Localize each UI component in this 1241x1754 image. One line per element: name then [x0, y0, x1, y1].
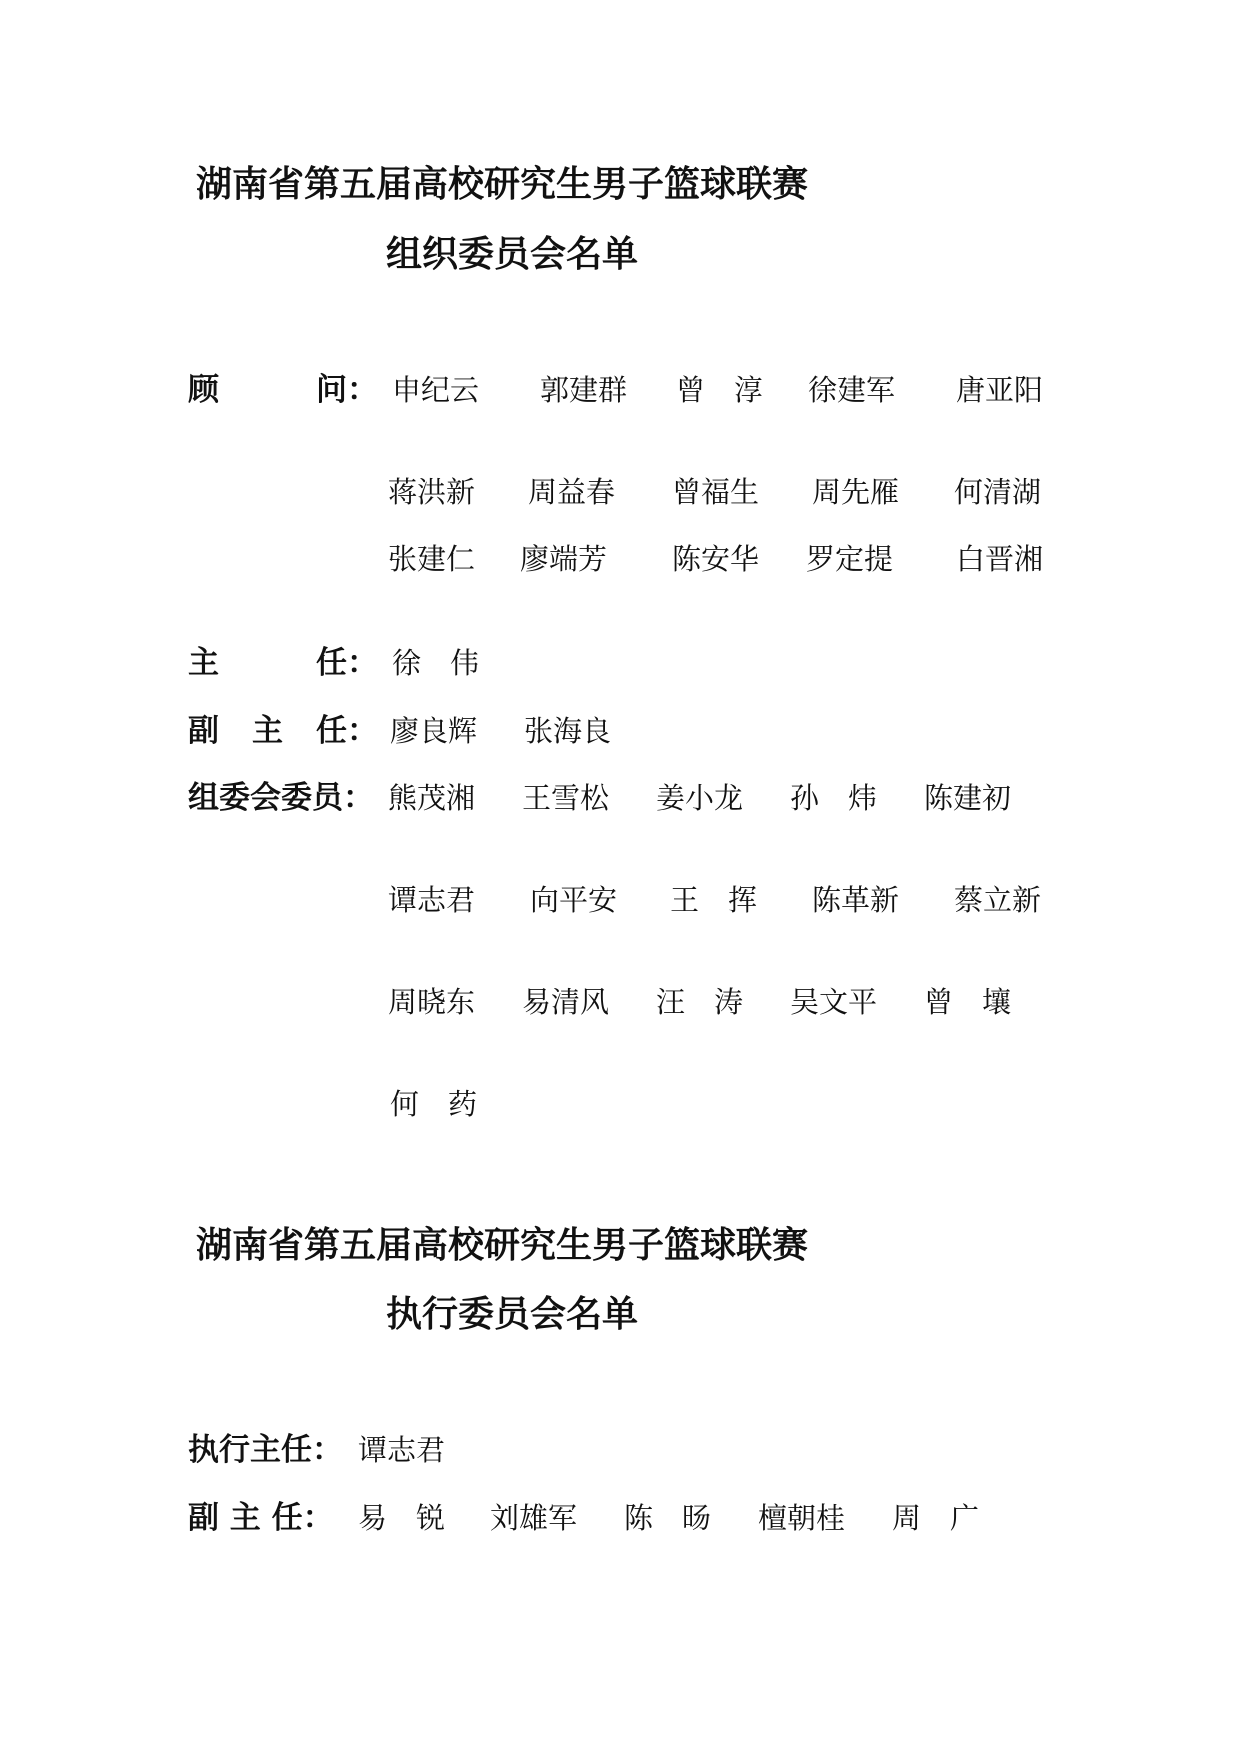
- executive-director-label: 执行主任：: [188, 1432, 343, 1468]
- org-title-line2: 组织委员会名单: [386, 234, 639, 275]
- advisors-label: [188, 372, 378, 408]
- executive-director-name: 谭志君: [358, 1433, 446, 1467]
- director-label-left: 主: [188, 645, 219, 681]
- advisor-name: 曾福生: [672, 475, 760, 509]
- advisor-name: 周益春: [528, 475, 616, 509]
- advisor-name: 陈安华: [672, 542, 760, 576]
- advisor-name: 蒋洪新: [388, 475, 476, 509]
- deputy-director-name: 廖良辉: [390, 714, 478, 748]
- director-label: [188, 645, 378, 681]
- member-name: 谭志君: [388, 883, 476, 917]
- member-name: 陈建初: [924, 781, 1012, 815]
- director-label-right: 任：: [316, 645, 378, 681]
- member-name: 孙 炜: [790, 781, 878, 815]
- exec-deputy-director-label: 副 主 任：: [188, 1500, 334, 1536]
- advisor-name: 唐亚阳: [956, 373, 1044, 407]
- deputy-director-label-c1: 副: [188, 713, 219, 749]
- exec-deputy-director-name: 周 广: [892, 1501, 980, 1535]
- member-name: 熊茂湘: [388, 781, 476, 815]
- exec-title-line1: 湖南省第五届高校研究生男子篮球联赛: [196, 1225, 809, 1266]
- member-name: 向平安: [530, 883, 618, 917]
- advisor-name: 白晋湘: [956, 542, 1044, 576]
- deputy-director-label: [188, 713, 378, 749]
- member-name: 何 药: [390, 1087, 478, 1121]
- deputy-director-label-c2: 主: [252, 713, 283, 749]
- member-name: 吴文平: [790, 985, 878, 1019]
- member-name: 姜小龙: [656, 781, 744, 815]
- advisor-name: 郭建群: [540, 373, 628, 407]
- advisor-name: 廖端芳: [520, 542, 608, 576]
- member-name: 王 挥: [670, 883, 758, 917]
- advisor-name: 曾 淳: [676, 373, 764, 407]
- member-name: 易清风: [522, 985, 610, 1019]
- advisor-name: 申纪云: [392, 373, 480, 407]
- exec-deputy-director-name: 檀朝桂: [758, 1501, 846, 1535]
- member-name: 曾 壤: [924, 985, 1012, 1019]
- deputy-director-name: 张海良: [524, 714, 612, 748]
- member-name: 汪 涛: [656, 985, 744, 1019]
- exec-deputy-director-name: 易 锐: [358, 1501, 446, 1535]
- org-title-line1: 湖南省第五届高校研究生男子篮球联赛: [196, 164, 809, 205]
- member-name: 王雪松: [522, 781, 610, 815]
- director-name: 徐 伟: [392, 646, 480, 680]
- deputy-director-label-c3: 任：: [316, 713, 378, 749]
- member-name: 陈革新: [812, 883, 900, 917]
- member-name: 蔡立新: [954, 883, 1042, 917]
- advisor-name: 周先雁: [812, 475, 900, 509]
- advisor-name: 张建仁: [388, 542, 476, 576]
- members-label: 组委会委员：: [188, 780, 374, 816]
- member-name: 周晓东: [388, 985, 476, 1019]
- advisor-name: 徐建军: [808, 373, 896, 407]
- advisors-label-right: 问：: [316, 372, 378, 408]
- exec-deputy-director-name: 刘雄军: [490, 1501, 578, 1535]
- advisors-label-left: 顾: [188, 372, 219, 408]
- exec-deputy-director-name: 陈 旸: [624, 1501, 712, 1535]
- advisor-name: 罗定提: [806, 542, 894, 576]
- advisor-name: 何清湖: [954, 475, 1042, 509]
- exec-title-line2: 执行委员会名单: [386, 1294, 639, 1335]
